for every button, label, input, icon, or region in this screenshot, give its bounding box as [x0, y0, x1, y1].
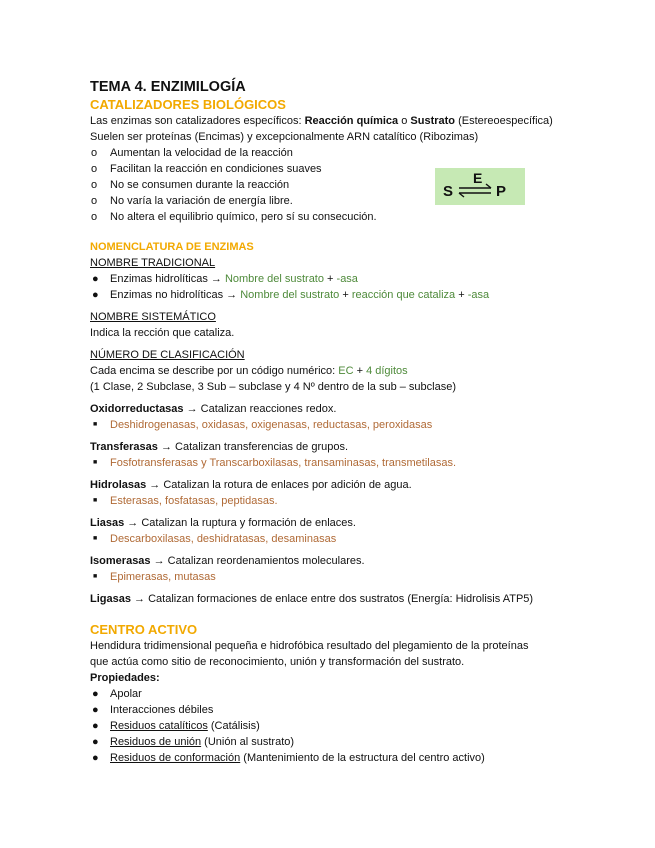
bold-sustrato: Sustrato: [410, 115, 456, 127]
green-term: -asa: [336, 273, 358, 285]
bold-reaccion: Reacción química: [304, 115, 399, 127]
enzyme-class: [90, 477, 620, 509]
class-desc: → Catalizan formaciones de enlace entre dos sustratos (Energía: Hidrolisis ATP5): [130, 593, 534, 605]
list-item: [90, 287, 620, 303]
green-term: Nombre del sustrato: [240, 289, 340, 301]
list-item-text: Apolar: [110, 688, 142, 700]
clasificacion-line-2: (1 Clase, 2 Subclase, 3 Sub – subclase y 4 Nº dentro de la sub – subclase): [90, 381, 457, 393]
bullet-dot: ●: [92, 704, 99, 716]
list-item: [90, 161, 620, 177]
list-item: [90, 145, 620, 161]
list-item: [90, 417, 620, 433]
class-name: Hidrolasas: [90, 479, 147, 491]
class-name: Ligasas: [90, 593, 131, 605]
class-name: Isomerasas: [90, 555, 151, 567]
substrate-label: S: [443, 183, 454, 200]
propiedades-list: [90, 686, 620, 766]
document-title: TEMA 4. ENZIMILOGÍA: [90, 79, 246, 95]
bullet-dot: ●: [92, 289, 99, 301]
class-desc: → Catalizan reordenamientos moleculares.: [150, 555, 365, 567]
list-item: [90, 531, 620, 547]
list-item-text: Aumentan la velocidad de la reacción: [110, 147, 293, 159]
green-term: -asa: [467, 289, 490, 301]
class-desc: → Catalizan la rotura de enlaces por adición de agua.: [146, 479, 412, 491]
properties-list: [90, 145, 620, 225]
heading-nomenclatura: NOMENCLATURA DE ENZIMAS: [90, 241, 254, 253]
list-item: [90, 209, 620, 225]
list-item: [90, 569, 620, 585]
subheading-sistematico: NOMBRE SISTEMÁTICO: [90, 311, 216, 323]
green-term: 4 dígitos: [366, 365, 408, 377]
document-page: [90, 78, 620, 766]
enzyme-class: [90, 553, 620, 585]
ligasas-line: [90, 591, 620, 607]
bullet-dot: ●: [92, 720, 99, 732]
list-item: [90, 193, 620, 209]
plus-sign: +: [339, 289, 352, 301]
subheading-tradicional: NOMBRE TRADICIONAL: [90, 257, 216, 269]
green-term: EC: [338, 365, 354, 377]
bullet-o: o: [91, 211, 98, 223]
class-name: Oxidorreductasas: [90, 403, 184, 415]
bullet-dot: ●: [92, 273, 99, 285]
bullet-square: ■: [93, 535, 98, 542]
list-item-text: (Mantenimiento de la estructura del centro activo): [240, 752, 485, 764]
plus-sign: +: [455, 289, 468, 301]
list-item: [90, 702, 620, 718]
traditional-list: [90, 271, 620, 303]
list-item-text: Interacciones débiles: [110, 704, 214, 716]
clasificacion-line-1: [90, 363, 620, 379]
centro-line-1: Hendidura tridimensional pequeña e hidrofóbica resultado del plegamiento de la proteínas: [90, 640, 529, 652]
class-desc: → Catalizan transferencias de grupos.: [157, 441, 349, 453]
class-examples: Esterasas, fosfatasas, peptidasas.: [110, 495, 278, 507]
plus-sign: +: [353, 365, 367, 377]
intro-suffix: (Estereoespecífica): [455, 115, 553, 127]
enzyme-class: [90, 515, 620, 547]
list-item-text: (Unión al sustrato): [201, 736, 295, 748]
product-label: P: [496, 183, 507, 200]
list-item: [90, 177, 620, 193]
intro-line-1: [90, 113, 620, 129]
list-item: [90, 750, 620, 766]
item-text: Enzimas no hidrolíticas →: [110, 289, 241, 301]
class-name: Transferasas: [90, 441, 158, 453]
list-item-text: Facilitan la reacción en condiciones suaves: [110, 163, 322, 175]
intro-connector: o: [398, 115, 411, 127]
bullet-o: o: [91, 163, 98, 175]
underlined-term: Residuos de unión: [110, 736, 202, 748]
list-item: [90, 455, 620, 471]
class-name: Liasas: [90, 517, 125, 529]
list-item-text: (Catálisis): [207, 720, 260, 732]
list-item: [90, 493, 620, 509]
enzyme-class: [90, 401, 620, 433]
bullet-dot: ●: [92, 688, 99, 700]
heading-centro-activo: CENTRO ACTIVO: [90, 622, 198, 637]
class-examples: Epimerasas, mutasas: [110, 571, 216, 583]
bullet-square: ■: [93, 421, 98, 428]
list-item-text: No altera el equilibrio químico, pero sí su consecución.: [110, 211, 377, 223]
bullet-square: ■: [93, 573, 98, 580]
subheading-clasificacion: NÚMERO DE CLASIFICACIÓN: [90, 349, 245, 361]
list-item: [90, 734, 620, 750]
underlined-term: Residuos catalíticos: [110, 720, 208, 732]
class-examples: Deshidrogenasas, oxidasas, oxigenasas, reductasas, peroxidasas: [110, 419, 433, 431]
intro-line-2: Suelen ser proteínas (Encimas) y excepcionalmente ARN catalítico (Ribozimas): [90, 131, 479, 143]
bullet-o: o: [91, 147, 98, 159]
bullet-dot: ●: [92, 752, 99, 764]
item-text: Enzimas hidrolíticas →: [110, 273, 225, 285]
centro-line-2: que actúa como sitio de reconocimiento, unión y transformación del sustrato.: [90, 656, 465, 668]
bullet-o: o: [91, 179, 98, 191]
list-item: [90, 686, 620, 702]
bullet-square: ■: [93, 459, 98, 466]
list-item-text: No varía la variación de energía libre.: [110, 195, 293, 207]
reaction-svg: [435, 168, 525, 205]
enzyme-class: [90, 439, 620, 471]
enzyme-label: E: [473, 170, 483, 186]
item-text: Cada encima se describe por un código numérico:: [90, 365, 339, 377]
class-desc: → Catalizan la ruptura y formación de enlaces.: [124, 517, 356, 529]
enzyme-reaction-diagram: [435, 168, 525, 205]
sistematico-text: Indica la rección que cataliza.: [90, 327, 235, 339]
class-examples: Descarboxilasas, deshidratasas, desaminasas: [110, 533, 337, 545]
propiedades-heading: Propiedades:: [90, 672, 160, 684]
class-desc: → Catalizan reacciones redox.: [183, 403, 337, 415]
plus-sign: +: [323, 273, 337, 285]
list-item: [90, 718, 620, 734]
list-item: [90, 271, 620, 287]
intro-text: Las enzimas son catalizadores específicos:: [90, 115, 305, 127]
bullet-dot: ●: [92, 736, 99, 748]
green-term: reacción que cataliza: [351, 289, 456, 301]
bullet-o: o: [91, 195, 98, 207]
underlined-term: Residuos de conformación: [110, 752, 241, 764]
class-examples: Fosfotransferasas y Transcarboxilasas, transaminasas, transmetilasas.: [110, 457, 457, 469]
green-term: Nombre del sustrato: [224, 273, 324, 285]
bullet-square: ■: [93, 497, 98, 504]
list-item-text: No se consumen durante la reacción: [110, 179, 290, 191]
heading-catalizadores: CATALIZADORES BIOLÓGICOS: [90, 97, 286, 112]
